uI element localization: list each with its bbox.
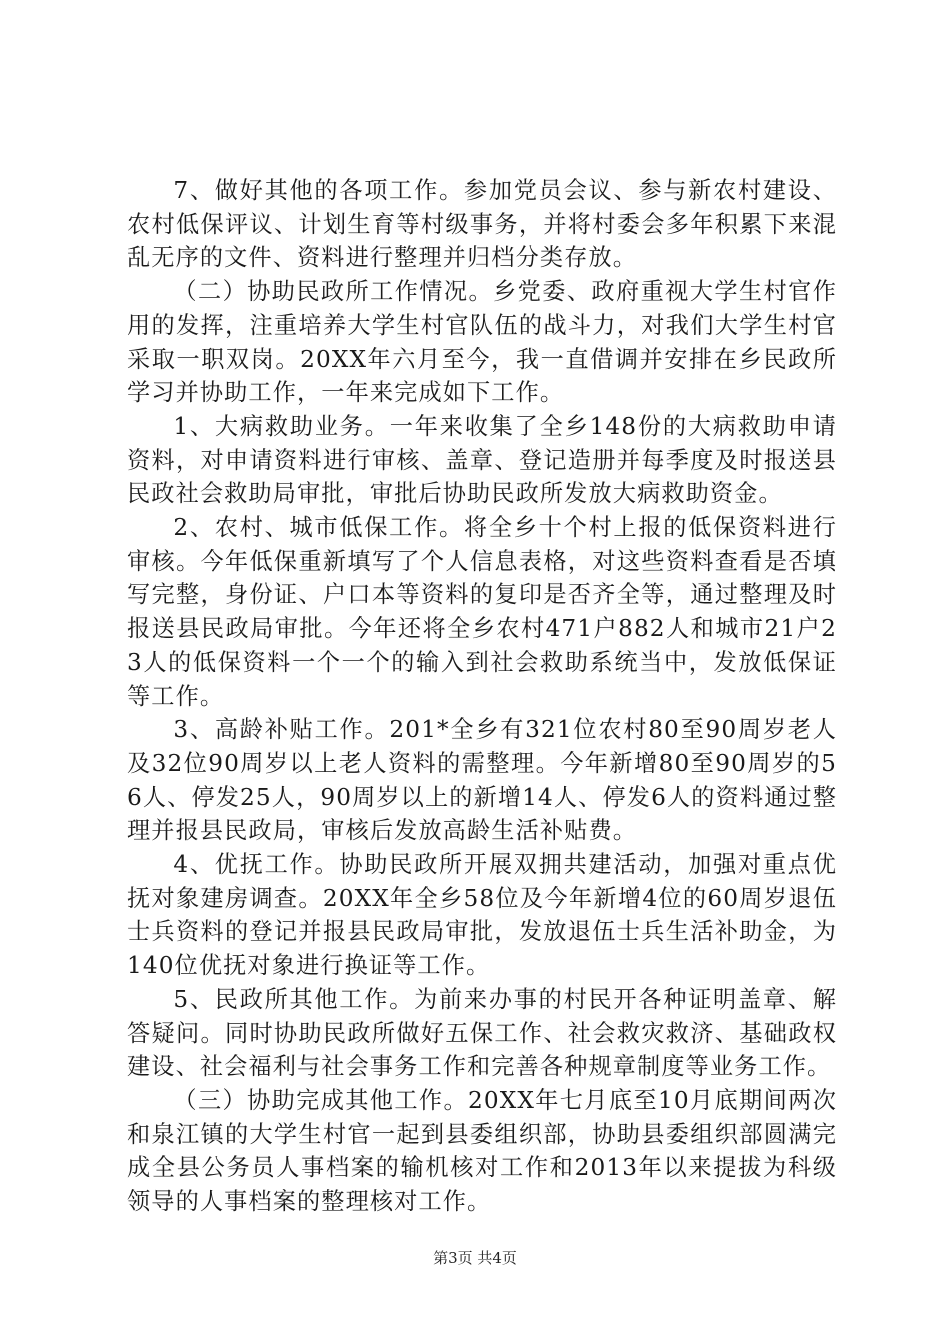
paragraph-item-4: 4、优抚工作。协助民政所开展双拥共建活动，加强对重点优抚对象建房调查。20XX年全乡58位及今年新增4位的60周岁退伍士兵资料的登记并报县民政局审批，发放退伍士兵生活补助金，为140位优抚对象进行换证等工作。	[127, 851, 837, 980]
document-body	[127, 174, 837, 1219]
paragraph-item-7: 7、做好其他的各项工作。参加党员会议、参与新农村建设、农村低保评议、计划生育等村级事务，并将村委会多年积累下来混乱无序的文件、资料进行整理并归档分类存放。	[127, 177, 837, 272]
paragraph-item-3: 3、高龄补贴工作。201*全乡有321位农村80至90周岁老人及32位90周岁以上老人资料的需整理。今年新增80至90周岁的56人、停发25人，90周岁以上的新增14人、停发6人的资料通过整理并报县民政局，审核后发放高龄生活补贴费。	[127, 716, 837, 845]
page-number-footer: 第3页 共4页	[433, 1249, 517, 1267]
paragraph-section-3: （三）协助完成其他工作。20XX年七月底至10月底期间两次和泉江镇的大学生村官一起到县委组织部，协助县委组织部圆满完成全县公务员人事档案的输机核对工作和2013年以来提拔为科级领导的人事档案的整理核对工作。	[127, 1086, 837, 1216]
paragraph-section-2: （二）协助民政所工作情况。乡党委、政府重视大学生村官作用的发挥，注重培养大学生村官队伍的战斗力，对我们大学生村官采取一职双岗。20XX年六月至今，我一直借调并安排在乡民政所学习并协助工作，一年来完成如下工作。	[127, 278, 837, 407]
paragraph-item-1: 1、大病救助业务。一年来收集了全乡148份的大病救助申请资料，对申请资料进行审核、盖章、登记造册并每季度及时报送县民政社会救助局审批，审批后协助民政所发放大病救助资金。	[127, 412, 837, 508]
paragraph-item-5: 5、民政所其他工作。为前来办事的村民开各种证明盖章、解答疑问。同时协助民政所做好五保工作、社会救灾救济、基础政权建设、社会福利与社会事务工作和完善各种规章制度等业务工作。	[127, 985, 837, 1081]
paragraph-item-2: 2、农村、城市低保工作。将全乡十个村上报的低保资料进行审核。今年低保重新填写了个人信息表格，对这些资料查看是否填写完整，身份证、户口本等资料的复印是否齐全等，通过整理及时报送县民政局审批。今年还将全乡农村471户882人和城市21户23人的低保资料一个一个的输入到社会救助系统当中，发放低保证等工作。	[127, 514, 837, 710]
